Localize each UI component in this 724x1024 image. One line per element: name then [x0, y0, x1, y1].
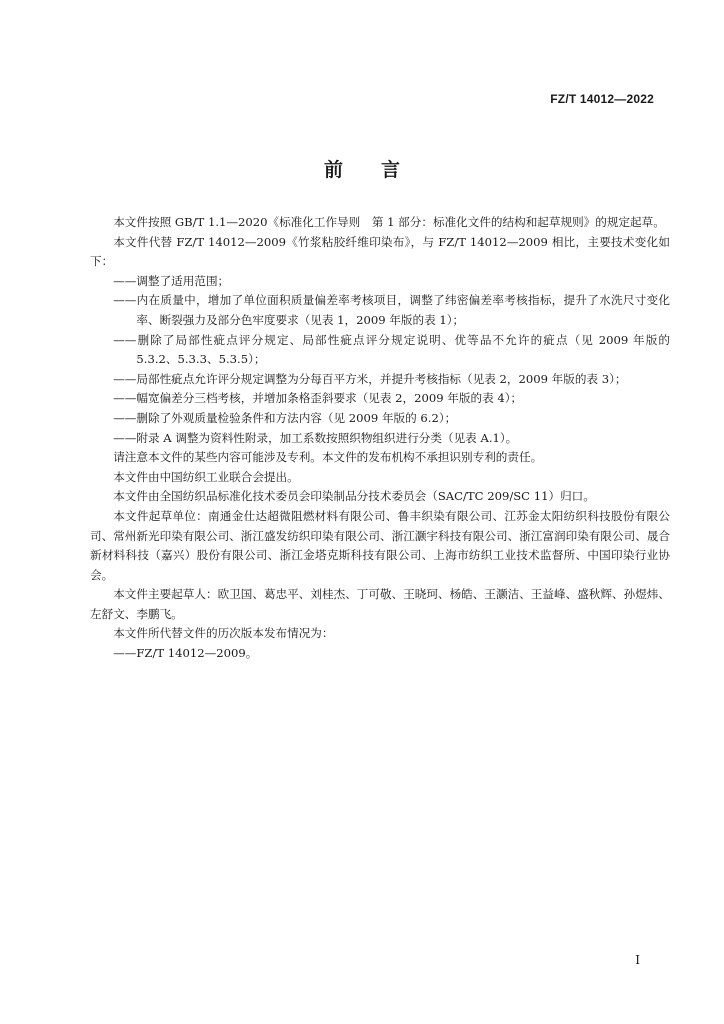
history-item: ——FZ/T 14012—2009。 — [113, 646, 258, 661]
paragraph-drafting-rules: 本文件按照 GB/T 1.1—2020《标准化工作导则 第 1 部分：标准化文件的结构和起草规则》的规定起草。 — [113, 215, 665, 229]
page-title: 前言 — [323, 159, 438, 181]
list-item: ——删除了外观质量检验条件和方法内容（见 2009 年版的 6.2）； — [113, 410, 457, 425]
standard-code: FZ/T 14012—2022 — [550, 92, 654, 106]
page-number: I — [635, 953, 640, 967]
list-item: ——调整了适用范围； — [113, 273, 230, 288]
paragraph-drafting-units: 本文件起草单位：南通金仕达超微阻燃材料有限公司、鲁丰织染有限公司、江苏金太阳纺织科技股份有限公司、常州新光印染有限公司、浙江盛发纺织印染有限公司、浙江灏宇科技有限公司、浙江富润印染有限公司、晟合新材料科技（嘉兴）股份有限公司、浙江金塔克斯科技有限公司、上海市纺织工业技术监督所、中国印染行业协会。 — [90, 508, 670, 582]
list-item: ——附录 A 调整为资料性附录，加工系数按照织物组织进行分类（见表 A.1）。 — [113, 430, 518, 445]
list-item: ——局部性疵点允许评分规定调整为分每百平方米，并提升考核指标（见表 2，2009 年版的表 3）； — [113, 371, 627, 386]
paragraph-committee: 本文件由全国纺织品标准化技术委员会印染制品分技术委员会（SAC/TC 209/SC 11）归口。 — [113, 489, 595, 504]
paragraph-history-intro: 本文件所代替文件的历次版本发布情况为： — [113, 626, 334, 641]
list-item: ——内在质量中，增加了单位面积质量偏差率考核项目，调整了纬密偏差率考核指标，提升了水洗尺寸变化率、断裂强力及部分色牢度要求（见表 1，2009 年版的表 1）； — [113, 293, 670, 327]
paragraph-drafters: 本文件主要起草人：欧卫国、葛忠平、刘桂杰、丁可敬、王晓珂、杨皓、王灏洁、王益峰、盛秋辉、孙煜炜、左舒文、李鹏飞。 — [90, 587, 670, 621]
paragraph-proposer: 本文件由中国纺织工业联合会提出。 — [113, 469, 299, 484]
list-item: ——幅宽偏差分三档考核，并增加条格歪斜要求（见表 2，2009 年版的表 4）； — [113, 391, 523, 406]
list-item: ——删除了局部性疵点评分规定、局部性疵点评分规定说明、优等品不允许的疵点（见 2009 年版的 5.3.2、5.3.3、5.3.5）； — [113, 332, 670, 367]
paragraph-replacement: 本文件代替 FZ/T 14012—2009《竹浆粘胶纤维印染布》，与 FZ/T 14012—2009 相比，主要技术变化如下： — [90, 234, 670, 269]
paragraph-patent-notice: 请注意本文件的某些内容可能涉及专利。本文件的发布机构不承担识别专利的责任。 — [113, 450, 543, 465]
foreword-body — [90, 213, 670, 664]
